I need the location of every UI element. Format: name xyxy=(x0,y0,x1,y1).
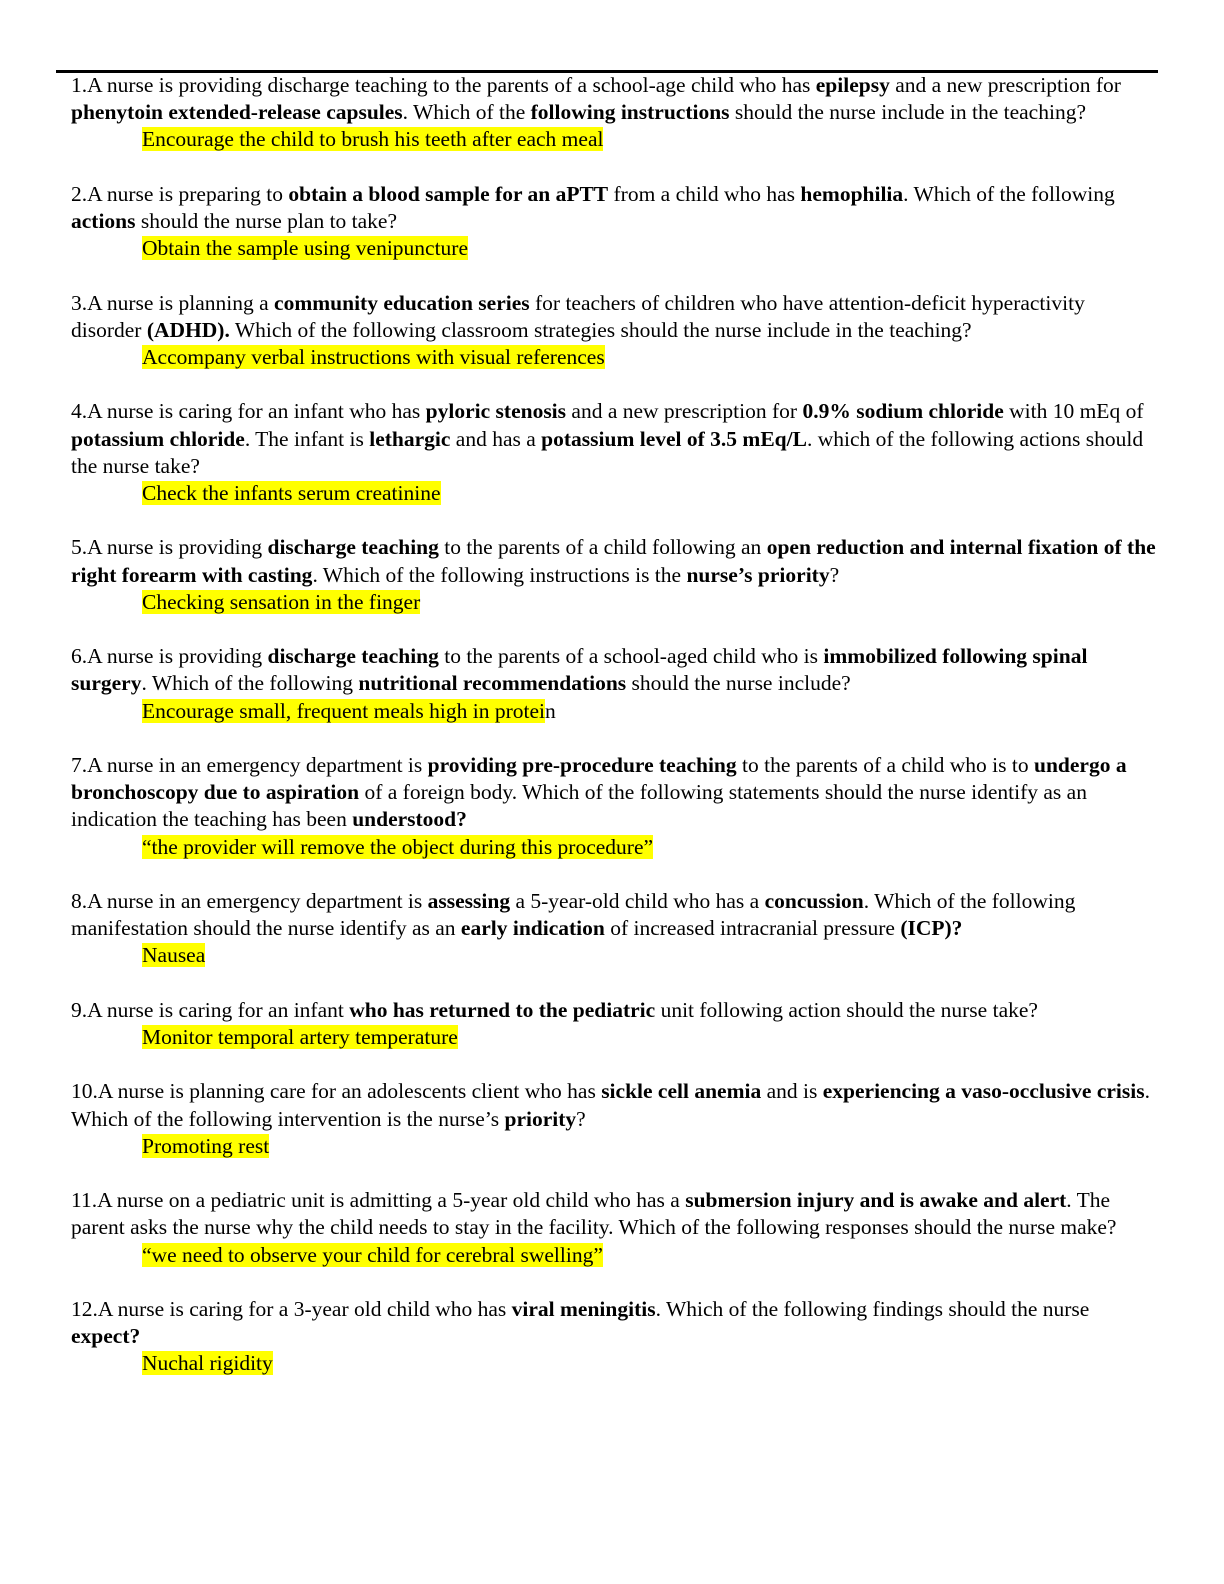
bold-run: submersion injury and is awake and alert xyxy=(685,1188,1067,1213)
highlighted-answer: Nuchal rigidity xyxy=(142,1351,273,1376)
bold-run: obtain a blood sample for an aPTT xyxy=(288,181,609,206)
answer xyxy=(142,1024,1156,1051)
text-run: to the parents of a child who is to xyxy=(736,752,1034,777)
text-run: . Which of the following instructions is the xyxy=(312,562,687,587)
question-8 xyxy=(71,888,1156,970)
text-run: should the nurse include in the teaching? xyxy=(729,100,1086,125)
highlighted-answer: Obtain the sample using venipuncture xyxy=(142,236,469,261)
question-1 xyxy=(71,72,1156,154)
text-run: 3.A nurse is planning a xyxy=(71,290,275,315)
bold-run: lethargic xyxy=(369,426,451,451)
bold-run: 0.9% sodium chloride xyxy=(802,399,1004,424)
text-run: . Which of the following xyxy=(141,671,359,696)
highlighted-answer: Checking sensation in the finger xyxy=(142,589,421,614)
text-run: . which of the following actions should the nurse take? xyxy=(71,426,1144,478)
bold-run: sickle cell anemia xyxy=(601,1079,762,1104)
question-5 xyxy=(71,534,1156,616)
bold-run: nutritional recommendations xyxy=(358,671,627,696)
text-run: with 10 mEq of xyxy=(1003,399,1144,424)
text-run: 11.A nurse on a pediatric unit is admitting a 5-year old child who has a xyxy=(71,1188,686,1213)
bold-run: pyloric stenosis xyxy=(425,399,567,424)
text-run: for teachers of children who have attention-deficit hyperactivity disorder xyxy=(71,290,1085,342)
answer xyxy=(142,589,1156,616)
answer xyxy=(142,942,1156,969)
text-run: 1.A nurse is providing discharge teaching to the parents of a school-age child who has xyxy=(71,73,816,97)
text-run: from a child who has xyxy=(608,181,801,206)
highlighted-answer: Promoting rest xyxy=(142,1133,270,1158)
text-run: to the parents of a child following an xyxy=(438,535,767,560)
answer xyxy=(142,480,1156,507)
text-run: and is xyxy=(761,1079,823,1104)
bold-run: priority xyxy=(504,1106,577,1131)
answer xyxy=(142,1133,1156,1160)
highlighted-answer: “we need to observe your child for cerebral swelling” xyxy=(142,1242,603,1267)
bold-run: actions xyxy=(71,209,136,233)
question-text xyxy=(71,643,1156,697)
question-9 xyxy=(71,997,1156,1051)
bold-run: potassium level of 3.5 mEq/L xyxy=(541,426,807,451)
question-text xyxy=(71,534,1156,588)
text-run: to the parents of a school-aged child who is xyxy=(438,644,824,669)
question-text xyxy=(71,997,1156,1024)
question-text xyxy=(71,752,1156,834)
text-run: . Which of the following manifestation should the nurse identify as an xyxy=(71,888,1076,941)
bold-run: hemophilia xyxy=(800,181,904,206)
bold-run: epilepsy xyxy=(815,73,890,97)
question-text xyxy=(71,398,1156,480)
bold-run: (ICP)? xyxy=(900,916,963,941)
text-run: Which of the following classroom strategies should the nurse include in the teaching? xyxy=(229,317,972,342)
bold-run: expect? xyxy=(71,1324,141,1349)
question-list xyxy=(71,72,1156,1405)
question-text xyxy=(71,1296,1156,1350)
text-run: should the nurse plan to take? xyxy=(135,209,398,233)
bold-run: nurse’s priority xyxy=(686,562,830,587)
text-run: unit following action should the nurse take? xyxy=(655,997,1038,1022)
question-2 xyxy=(71,181,1156,263)
question-6 xyxy=(71,643,1156,725)
text-run: 10.A nurse is planning care for an adolescents client who has xyxy=(71,1079,602,1104)
text-run: . Which of the following xyxy=(903,181,1115,206)
answer xyxy=(142,1350,1156,1377)
text-run: ? xyxy=(829,562,840,587)
question-10 xyxy=(71,1078,1156,1160)
text-run: should the nurse include? xyxy=(626,671,851,696)
text-run: a 5-year-old child who has a xyxy=(510,888,765,913)
text-run: ? xyxy=(576,1106,586,1131)
bold-run: providing pre-procedure teaching xyxy=(427,752,737,777)
text-run: 4.A nurse is caring for an infant who has xyxy=(71,399,426,424)
bold-run: assessing xyxy=(427,888,511,913)
text-run: of a foreign body. Which of the following statements should the nurse identify as an indication the teaching has been xyxy=(71,780,1087,832)
bold-run: (ADHD). xyxy=(146,317,230,342)
text-run: and has a xyxy=(450,426,542,451)
bold-run: experiencing a vaso-occlusive crisis xyxy=(822,1079,1145,1104)
question-text xyxy=(71,290,1156,344)
answer xyxy=(142,126,1156,153)
question-text xyxy=(71,1078,1156,1132)
question-text xyxy=(71,181,1156,235)
bold-run: open reduction and internal fixation of the right forearm with casting xyxy=(71,535,1156,587)
text-run: 2.A nurse is preparing to xyxy=(71,181,289,206)
question-11 xyxy=(71,1187,1156,1269)
text-run: . The parent asks the nurse why the child needs to stay in the facility. Which of the following responses should the nurse make? xyxy=(71,1188,1117,1240)
answer xyxy=(142,1242,1156,1269)
bold-run: early indication xyxy=(460,916,605,941)
text-run: 5.A nurse is providing xyxy=(71,535,268,560)
question-4 xyxy=(71,398,1156,507)
text-run: 12.A nurse is caring for a 3-year old child who has xyxy=(71,1296,512,1321)
bold-run: immobilized following spinal surgery xyxy=(71,644,1088,696)
answer xyxy=(142,834,1156,861)
text-run: . The infant is xyxy=(244,426,370,451)
bold-run: following instructions xyxy=(530,100,730,125)
bold-run: discharge teaching xyxy=(267,535,439,560)
text-run: . Which of the xyxy=(402,100,531,125)
highlighted-answer: Encourage the child to brush his teeth after each meal xyxy=(142,127,604,152)
bold-run: understood? xyxy=(352,807,467,832)
bold-run: undergo a bronchoscopy due to aspiration xyxy=(71,752,1127,805)
answer xyxy=(142,235,1156,262)
text-run: 6.A nurse is providing xyxy=(71,644,268,669)
answer-tail: n xyxy=(545,698,556,723)
bold-run: viral meningitis xyxy=(511,1296,656,1321)
highlighted-answer: Check the infants serum creatinine xyxy=(142,481,441,505)
bold-run: potassium chloride xyxy=(71,426,245,451)
question-12 xyxy=(71,1296,1156,1378)
text-run: 7.A nurse in an emergency department is xyxy=(71,752,428,777)
highlighted-answer: Encourage small, frequent meals high in protei xyxy=(142,698,545,723)
answer xyxy=(142,344,1156,371)
highlighted-answer: Monitor temporal artery temperature xyxy=(142,1024,458,1049)
highlighted-answer: “the provider will remove the object during this procedure” xyxy=(142,834,654,859)
answer xyxy=(142,698,1156,725)
bold-run: concussion xyxy=(764,888,864,913)
question-3 xyxy=(71,290,1156,372)
question-7 xyxy=(71,752,1156,861)
bold-run: discharge teaching xyxy=(267,644,439,669)
text-run: and a new prescription for xyxy=(566,399,803,424)
text-run: . Which of the following intervention is the nurse’s xyxy=(71,1079,1150,1131)
text-run: 8.A nurse in an emergency department is xyxy=(71,888,428,913)
bold-run: community education series xyxy=(274,290,530,315)
question-text xyxy=(71,72,1156,126)
text-run: of increased intracranial pressure xyxy=(604,916,901,941)
question-text xyxy=(71,1187,1156,1241)
text-run: and a new prescription for xyxy=(889,73,1121,97)
highlighted-answer: Accompany verbal instructions with visual references xyxy=(142,345,605,369)
text-run: . Which of the following findings should the nurse xyxy=(655,1296,1090,1321)
bold-run: who has returned to the pediatric xyxy=(349,997,656,1022)
bold-run: phenytoin extended-release capsules xyxy=(71,100,403,125)
text-run: 9.A nurse is caring for an infant xyxy=(71,997,350,1022)
highlighted-answer: Nausea xyxy=(142,943,206,968)
question-text xyxy=(71,888,1156,942)
